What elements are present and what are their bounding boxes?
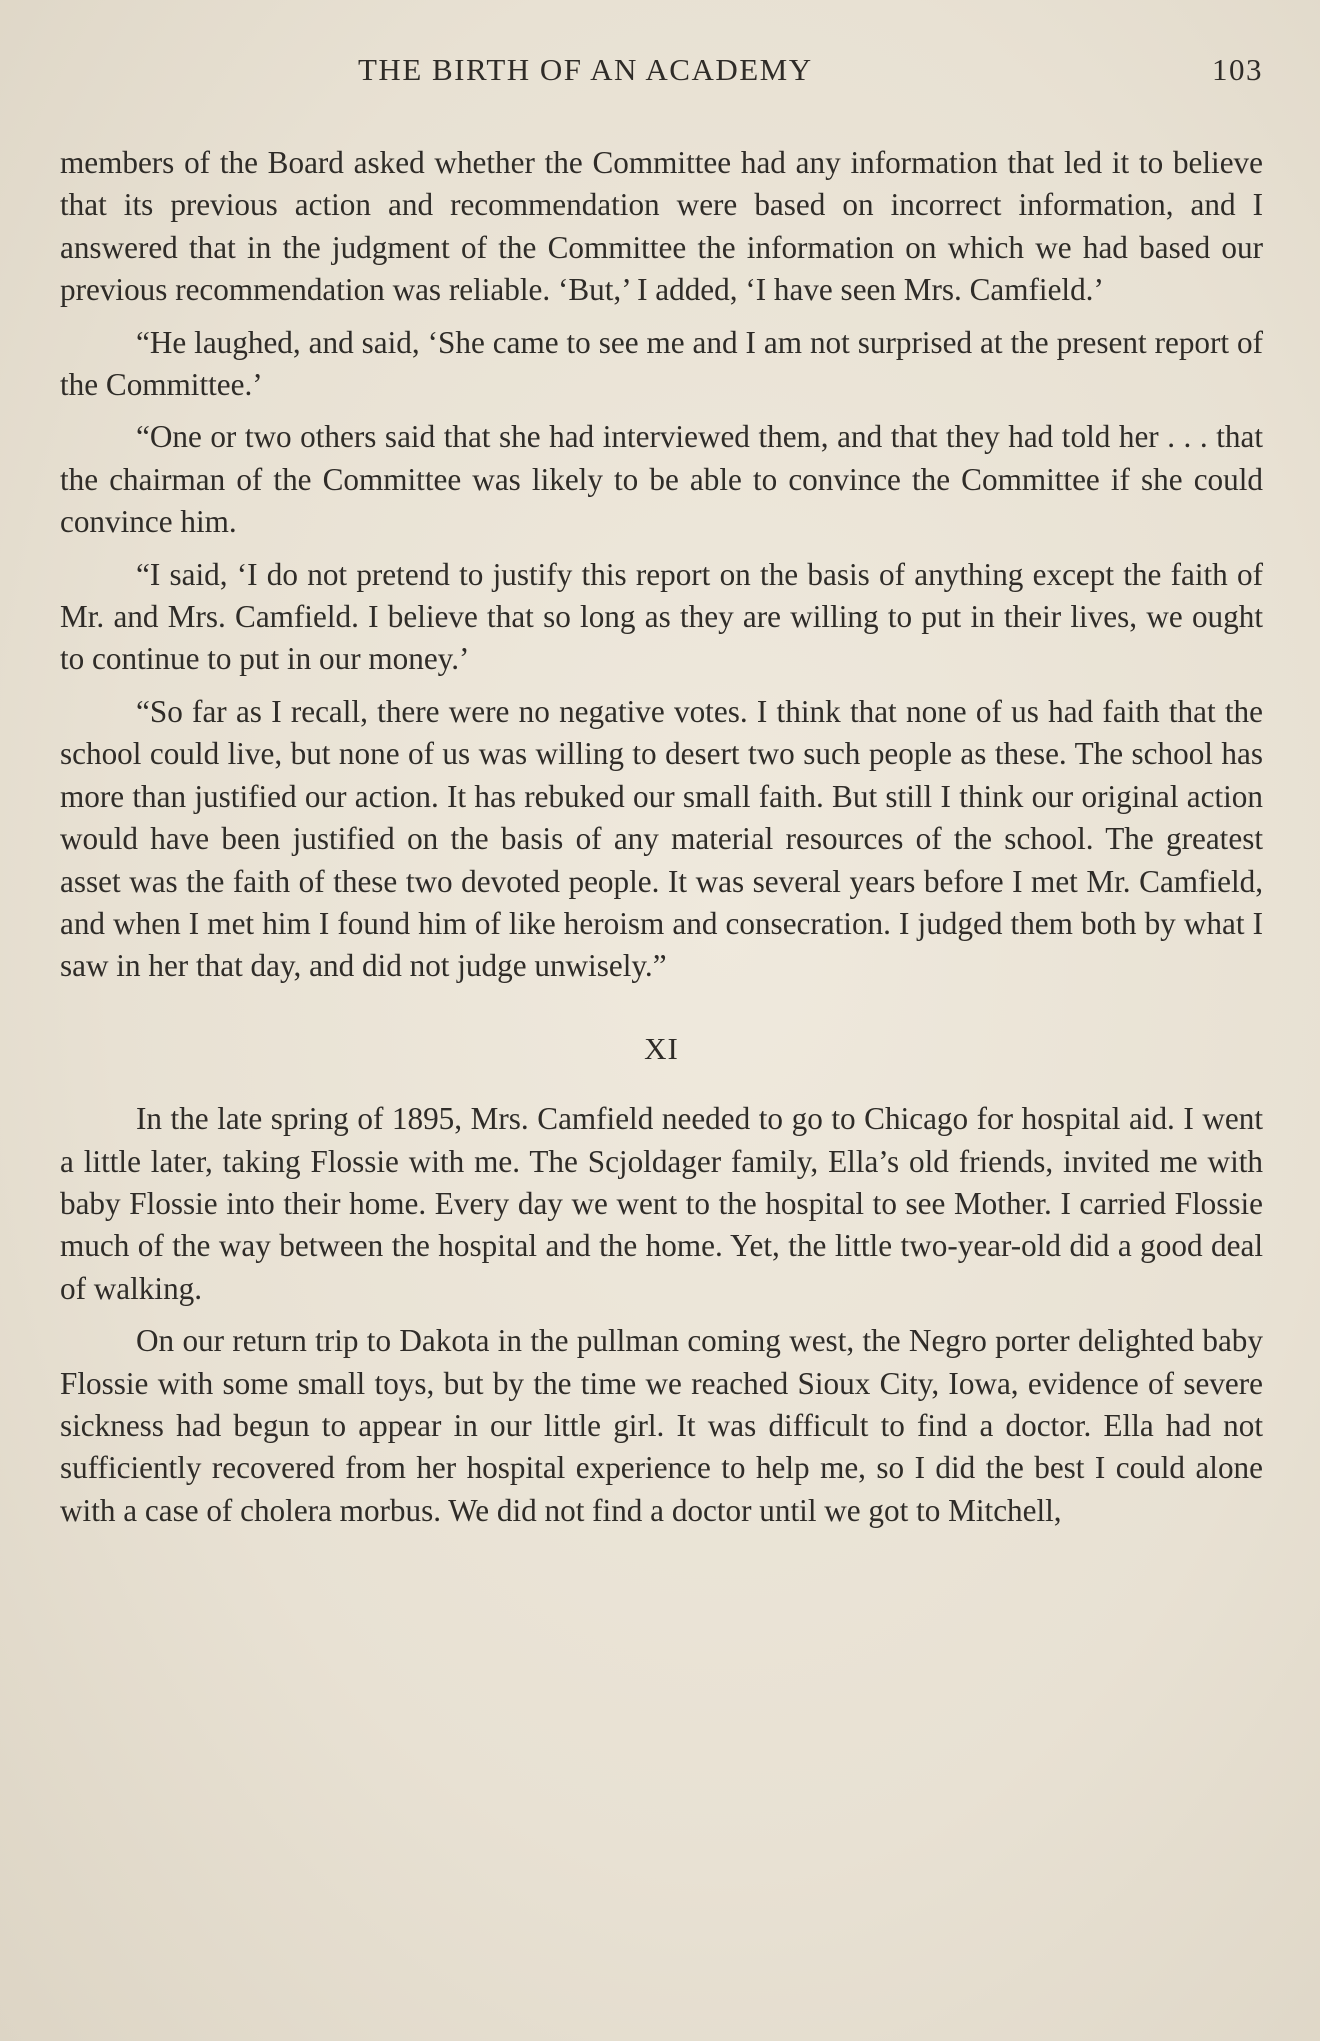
- paragraph: “I said, ‘I do not pretend to justify this report on the basis of anything except the faith of Mr. and Mrs. Camfield. I believe that so long as they are willing to put in their lives, we ought to continue to put in our money.’: [60, 556, 1263, 677]
- running-header: [58, 52, 1263, 98]
- running-title: THE BIRTH OF AN ACADEMY: [358, 52, 813, 87]
- paragraph: On our return trip to Dakota in the pullman coming west, the Negro porter delighted baby Flossie with some small toys, but by the time we reached Sioux City, Iowa, evidence of severe sickness had begun to appear in our little girl. It was difficult to find a doctor. Ella had not sufficiently recovered from her hospital experience to help me, so I did the best I could alone with a case of cholera morbus. We did not find a doctor until we got to Mitchell,: [60, 1323, 1263, 1528]
- page-number: 103: [1212, 52, 1263, 87]
- paragraph: “One or two others said that she had interviewed them, and that they had told her . . . that the chairman of the Committee was likely to be able to convince the Committee if she could convince him.: [60, 419, 1263, 540]
- body-text: [60, 142, 1263, 1542]
- paragraph: members of the Board asked whether the Committee had any information that led it to believe that its previous action and recommendation were based on incorrect information, and I answered that in the judgment of the Committee the information on which we had based our previous recommendation was reliable. ‘But,’ I added, ‘I have seen Mrs. Camfield.’: [60, 145, 1263, 308]
- paragraph: “So far as I recall, there were no negative votes. I think that none of us had faith that the school could live, but none of us was willing to desert two such people as these. The school has more than justified our action. It has rebuked our small faith. But still I think our original action would have been justified on the basis of any material resources of the school. The greatest asset was the faith of these two devoted people. It was several years before I met Mr. Camfield, and when I met him I found him of like heroism and consecration. I judged them both by what I saw in her that day, and did not judge unwisely.”: [60, 693, 1263, 984]
- paragraph: In the late spring of 1895, Mrs. Camfield needed to go to Chicago for hospital aid. I went a little later, taking Flossie with me. The Scjoldager family, Ella’s old friends, invited me with baby Flossie into their home. Every day we went to the hospital to see Mother. I carried Flossie much of the way between the hospital and the home. Yet, the little two-year-old did a good deal of walking.: [60, 1101, 1263, 1306]
- section-heading: XI: [644, 1030, 679, 1066]
- paragraph: “He laughed, and said, ‘She came to see me and I am not surprised at the present report of the Committee.’: [60, 324, 1263, 403]
